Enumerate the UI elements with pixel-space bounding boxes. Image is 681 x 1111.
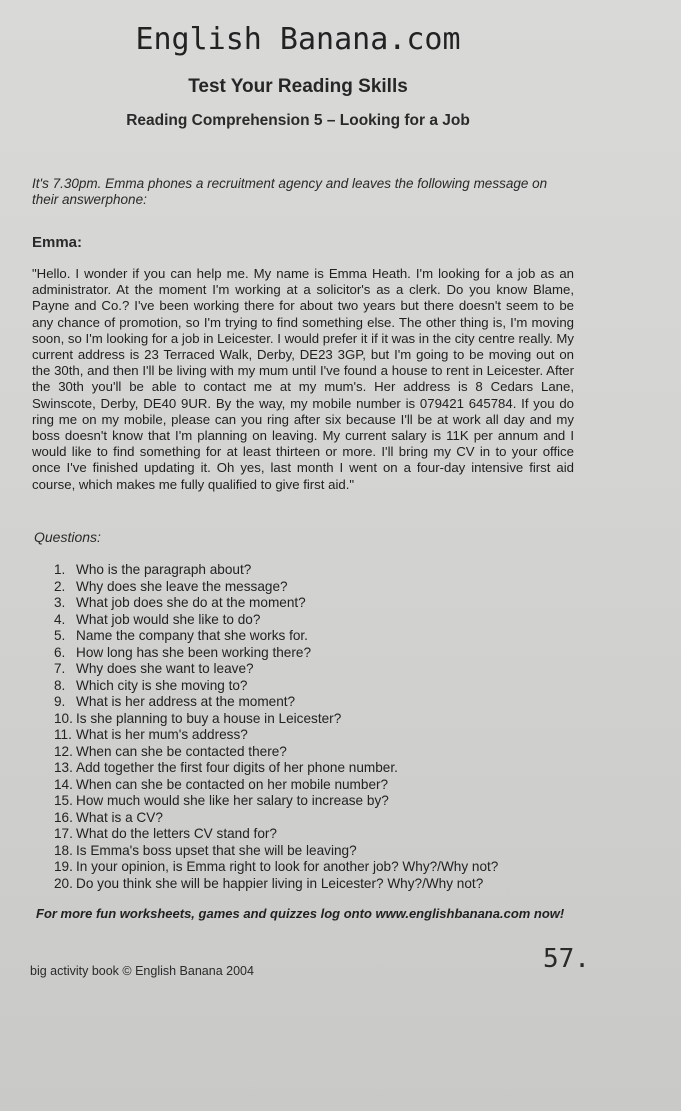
question-text: When can she be contacted there? [76, 743, 287, 759]
question-number: 4. [54, 611, 66, 627]
question-number: 11. [54, 727, 72, 742]
questions-heading: Questions: [34, 529, 101, 545]
question-number: 20. [54, 875, 73, 891]
question-item [54, 612, 498, 629]
question-text: What do the letters CV stand for? [76, 826, 277, 841]
question-text: What job does she do at the moment? [76, 595, 306, 610]
question-number: 16. [54, 809, 73, 825]
question-number: 12. [54, 743, 73, 759]
question-text: Is Emma's boss upset that she will be leaving? [76, 842, 357, 858]
question-item [54, 810, 498, 827]
question-item [54, 777, 498, 794]
question-number: 17. [54, 826, 73, 841]
question-text: What is her address at the moment? [76, 694, 296, 709]
question-text: Why does she want to leave? [76, 661, 254, 676]
worksheet-subtitle: Test Your Reading Skills [188, 76, 408, 97]
question-item [54, 843, 498, 860]
question-item [54, 628, 498, 645]
question-item [54, 727, 498, 744]
message-paragraph: "Hello. I wonder if you can help me. My name is Emma Heath. I'm looking for a job as an administrator. At the moment I'm working at a solicitor's as a clerk. Do you know Blame, Payne and Co.? I've been working there for about two years but there doesn't seem to be any chance of promotion, so I'm trying to find something else. The other thing is, I'm moving soon, so I'm looking for a job in Leicester. I would prefer it if it was in the city centre really. My current address is 23 Terraced Walk, Derby, DE23 3GP, but I'm going to be moving out on the 30th, and then I'll be living with my mum until I've found a house to rent in Leicester. After the 30th you'll be able to contact me at my mum's. Her address is 8 Cedars Lane, Swinscote, Derby, DE40 9UR. By the way, my mobile number is 079421 645784. If you do ring me on my mobile, please can you ring after six because I'll be at work all day and my boss doesn't know that I'm planning on leaving. My current salary is 11K per annum and I would like to find something for at least thirteen or more. I'll bring my CV in to your office once I've finished updating it. Oh yes, last month I went on a four-day intensive first aid course, which makes me fully qualified to give first aid." [32, 266, 574, 492]
question-item [54, 562, 498, 579]
footer-promo: For more fun worksheets, games and quizzes log onto www.englishbanana.com now! [36, 906, 565, 921]
question-number: 18. [54, 842, 73, 858]
question-text: Who is the paragraph about? [76, 562, 252, 577]
worksheet-heading: Reading Comprehension 5 – Looking for a Job [126, 112, 470, 129]
question-number: 8. [54, 677, 66, 693]
question-number: 1. [54, 562, 66, 577]
question-text: Which city is she moving to? [76, 677, 248, 693]
question-number: 10. [54, 710, 73, 726]
question-item [54, 876, 498, 893]
question-number: 6. [54, 644, 66, 660]
questions-list [54, 562, 498, 892]
question-item [54, 645, 498, 662]
question-text: What is a CV? [76, 809, 163, 825]
question-number: 15. [54, 793, 73, 808]
question-text: When can she be contacted on her mobile number? [76, 776, 389, 792]
speaker-label: Emma: [32, 234, 83, 251]
question-item [54, 859, 498, 876]
question-text: In your opinion, is Emma right to look for another job? Why?/Why not? [76, 859, 499, 874]
question-number: 2. [54, 578, 66, 594]
question-item [54, 711, 498, 728]
question-number: 19. [54, 859, 73, 874]
question-item [54, 678, 498, 695]
question-text: Do you think she will be happier living in Leicester? Why?/Why not? [76, 875, 484, 891]
question-text: Add together the first four digits of her phone number. [76, 760, 398, 775]
question-number: 5. [54, 628, 66, 643]
question-item [54, 826, 498, 843]
question-item [54, 579, 498, 596]
handwritten-page-number: 57. [543, 944, 590, 974]
question-number: 13. [54, 760, 73, 775]
question-text: Why does she leave the message? [76, 578, 288, 594]
site-logo: English Banana.com [135, 22, 461, 57]
question-text: What is her mum's address? [76, 727, 248, 742]
question-item [54, 694, 498, 711]
question-text: Is she planning to buy a house in Leicester? [76, 710, 342, 726]
question-text: What job would she like to do? [76, 611, 261, 627]
question-number: 7. [54, 661, 66, 676]
question-item [54, 760, 498, 777]
question-item [54, 595, 498, 612]
copyright-credit: big activity book © English Banana 2004 [30, 964, 254, 978]
question-item [54, 661, 498, 678]
intro-text: It's 7.30pm. Emma phones a recruitment agency and leaves the following message on their answerphone: [32, 176, 548, 207]
question-text: How much would she like her salary to increase by? [76, 793, 389, 808]
question-text: How long has she been working there? [76, 644, 312, 660]
question-text: Name the company that she works for. [76, 628, 308, 643]
question-item [54, 744, 498, 761]
question-number: 14. [54, 776, 73, 792]
question-item [54, 793, 498, 810]
question-number: 3. [54, 595, 66, 610]
question-number: 9. [54, 694, 66, 709]
